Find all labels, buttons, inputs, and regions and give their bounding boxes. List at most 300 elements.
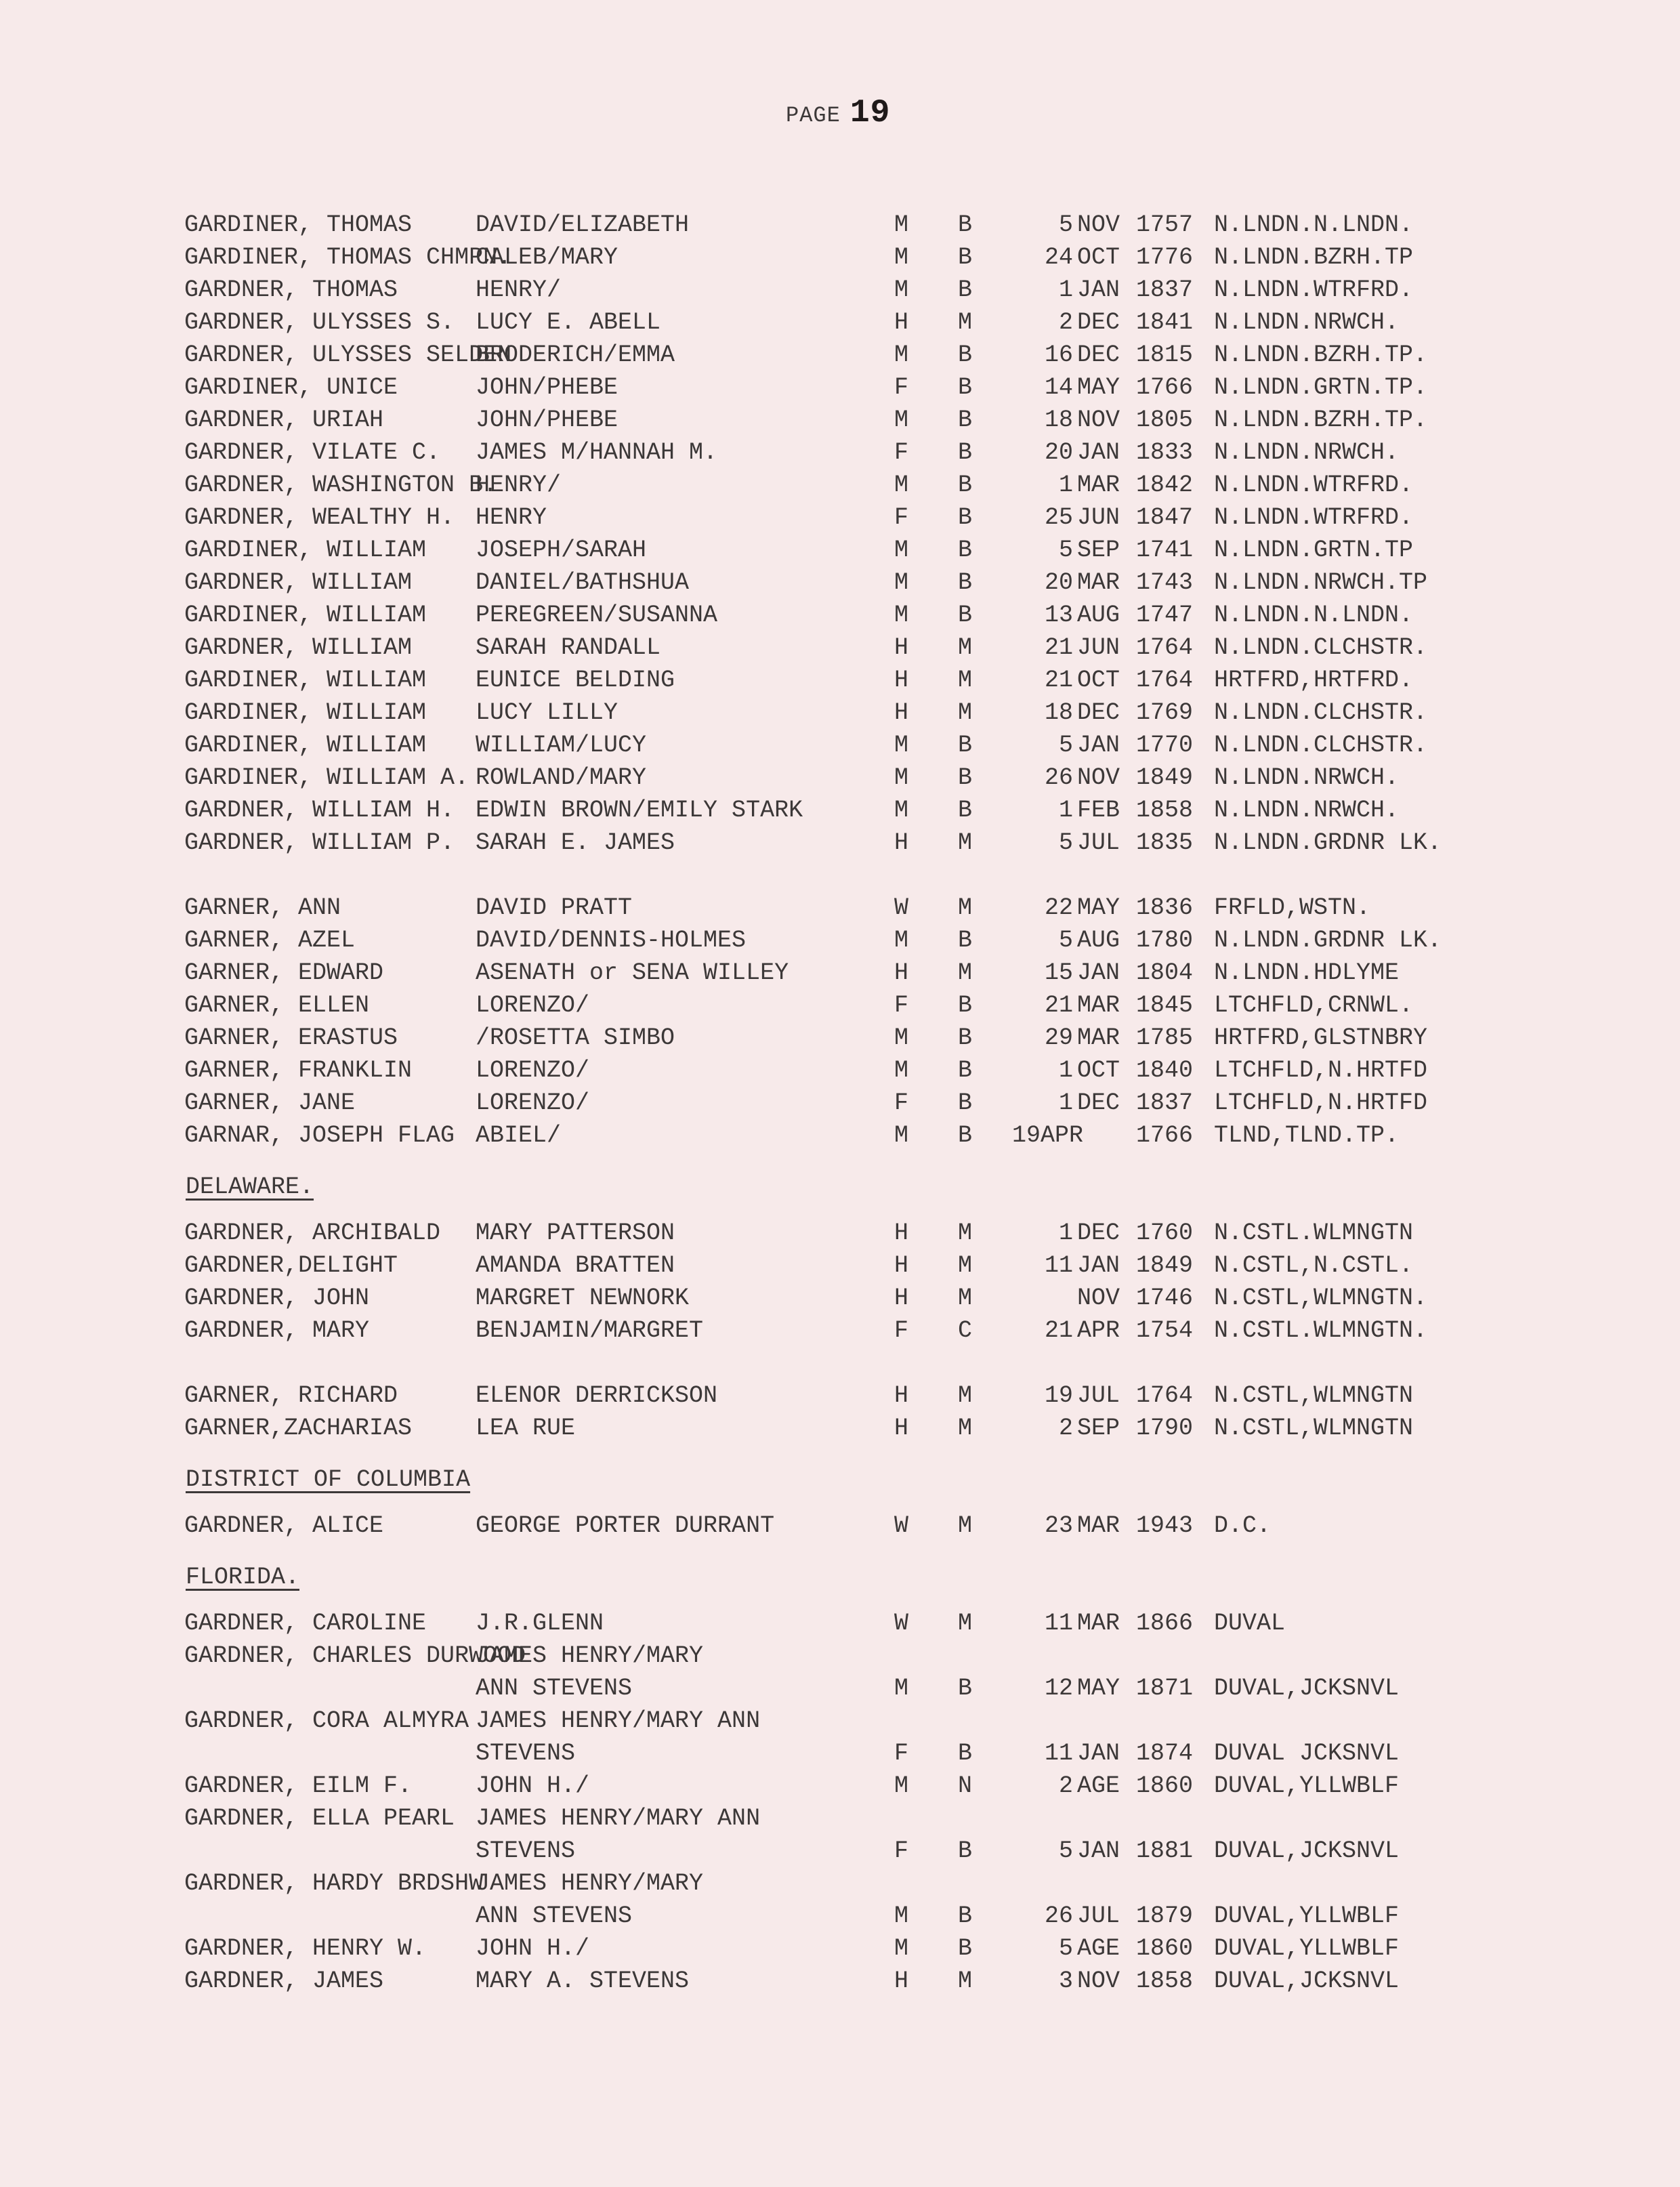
record-day: 24: [1044, 244, 1073, 271]
record-name: GARDNER, JOHN: [184, 1285, 370, 1312]
record-row: [184, 1282, 1539, 1314]
record-type: B: [958, 341, 973, 369]
record-sex: M: [894, 1675, 909, 1702]
record-row: [184, 209, 1539, 241]
record-row: [184, 1379, 1539, 1412]
record-relation: DAVID/ELIZABETH: [476, 211, 690, 238]
record-type: B: [958, 439, 973, 466]
record-name: GARNER, EDWARD: [184, 959, 384, 986]
record-type: M: [958, 699, 973, 726]
record-relation: AMANDA BRATTEN: [476, 1252, 675, 1279]
record-sex: M: [894, 407, 909, 434]
record-day: 21: [1044, 667, 1073, 694]
record-month: JAN: [1077, 439, 1120, 466]
record-month: AUG: [1077, 927, 1120, 954]
record-type: B: [958, 472, 973, 499]
record-sex: M: [894, 341, 909, 369]
record-sex: F: [894, 1740, 909, 1767]
record-relation: GEORGE PORTER DURRANT: [476, 1512, 775, 1539]
record-relation-continued: STEVENS: [476, 1740, 576, 1767]
records-delaware-garner: [184, 1379, 1539, 1444]
record-year: 1943: [1136, 1512, 1194, 1539]
record-day: 1: [1058, 797, 1073, 824]
record-place: N.LNDN.CLCHSTR.: [1214, 732, 1428, 759]
record-day: 2: [1058, 309, 1073, 336]
record-year: 1770: [1136, 732, 1194, 759]
record-relation: DANIEL/BATHSHUA: [476, 569, 690, 596]
record-month: MAR: [1077, 472, 1120, 499]
record-sex: H: [894, 667, 909, 694]
record-relation: HENRY/: [476, 276, 562, 304]
record-month: JAN: [1077, 1252, 1120, 1279]
record-name: GARDINER, WILLIAM: [184, 667, 427, 694]
record-relation: LUCY LILLY: [476, 699, 618, 726]
record-row: [184, 892, 1539, 924]
record-type: B: [958, 504, 973, 531]
record-relation: SARAH RANDALL: [476, 634, 661, 661]
record-type: M: [958, 1220, 973, 1247]
section-title: DELAWARE.: [186, 1173, 314, 1201]
record-row: [184, 1770, 1539, 1802]
record-year: 1879: [1136, 1902, 1194, 1930]
section-heading-florida: [184, 1542, 1539, 1607]
record-month: JUN: [1077, 634, 1120, 661]
record-day: 13: [1044, 602, 1073, 629]
record-relation: ROWLAND/MARY: [476, 764, 647, 791]
record-relation: JOHN H./: [476, 1772, 590, 1799]
record-place: N.CSTL.WLMNGTN: [1214, 1220, 1414, 1247]
record-sex: H: [894, 699, 909, 726]
record-day: 26: [1044, 1902, 1073, 1930]
record-type: B: [958, 1740, 973, 1767]
record-day: 15: [1044, 959, 1073, 986]
records-delaware: [184, 1217, 1539, 1347]
record-row: [184, 1640, 1539, 1672]
record-place: N.LNDN.NRWCH.: [1214, 439, 1400, 466]
record-row: [184, 827, 1539, 859]
record-year: 1881: [1136, 1837, 1194, 1865]
record-name: GARNER, RICHARD: [184, 1382, 398, 1409]
record-sex: H: [894, 309, 909, 336]
record-month: JUL: [1077, 829, 1120, 856]
record-name: GARDNER,DELIGHT: [184, 1252, 398, 1279]
record-year: 1764: [1136, 667, 1194, 694]
record-year: 1769: [1136, 699, 1194, 726]
record-month: AGE: [1077, 1935, 1120, 1962]
record-name: GARDNER, WEALTHY H.: [184, 504, 455, 531]
record-year: 1849: [1136, 764, 1194, 791]
record-place: N.CSTL.WLMNGTN.: [1214, 1317, 1428, 1344]
record-type: M: [958, 1285, 973, 1312]
section-heading-dc: [184, 1444, 1539, 1509]
record-year: 1836: [1136, 894, 1194, 921]
record-year: 1741: [1136, 537, 1194, 564]
record-sex: M: [894, 211, 909, 238]
record-place: N.LNDN.WTRFRD.: [1214, 472, 1414, 499]
record-sex: H: [894, 1382, 909, 1409]
record-relation: J.R.GLENN: [476, 1610, 604, 1637]
record-name: GARDNER, ALICE: [184, 1512, 384, 1539]
record-type: M: [958, 959, 973, 986]
record-day: 29: [1044, 1024, 1073, 1051]
record-month: APR: [1077, 1317, 1120, 1344]
record-type: M: [958, 1382, 973, 1409]
record-sex: H: [894, 1415, 909, 1442]
record-sex: F: [894, 1089, 909, 1117]
record-row: [184, 631, 1539, 664]
record-row: [184, 1054, 1539, 1087]
record-type: M: [958, 634, 973, 661]
record-name: GARDNER, WILLIAM: [184, 634, 413, 661]
record-row: [184, 762, 1539, 794]
record-name: GARDINER, WILLIAM: [184, 602, 427, 629]
record-year: 1837: [1136, 1089, 1194, 1117]
record-place: HRTFRD,HRTFRD.: [1214, 667, 1414, 694]
record-year: 1743: [1136, 569, 1194, 596]
record-year: 1845: [1136, 992, 1194, 1019]
record-day: 11: [1044, 1252, 1073, 1279]
record-sex: H: [894, 829, 909, 856]
record-name: GARNER, ANN: [184, 894, 341, 921]
record-month: MAR: [1077, 569, 1120, 596]
record-relation: LORENZO/: [476, 1089, 590, 1117]
record-row: [184, 924, 1539, 957]
record-year: 1760: [1136, 1220, 1194, 1247]
record-type: M: [958, 667, 973, 694]
record-relation: HENRY: [476, 504, 547, 531]
record-row: [184, 241, 1539, 274]
record-name: GARNER,ZACHARIAS: [184, 1415, 413, 1442]
record-name: GARDNER, WILLIAM: [184, 569, 413, 596]
section-title: FLORIDA.: [186, 1564, 300, 1591]
record-type: C: [958, 1317, 973, 1344]
record-year: 1841: [1136, 309, 1194, 336]
record-year: 1785: [1136, 1024, 1194, 1051]
record-sex: F: [894, 1317, 909, 1344]
record-day: 5: [1058, 1837, 1073, 1865]
record-relation: HENRY/: [476, 472, 562, 499]
record-day: 1: [1058, 276, 1073, 304]
record-day: 5: [1058, 829, 1073, 856]
record-relation: EDWIN BROWN/EMILY STARK: [476, 797, 803, 824]
record-day: 11: [1044, 1610, 1073, 1637]
record-sex: M: [894, 569, 909, 596]
record-relation: DAVID PRATT: [476, 894, 633, 921]
record-row: [184, 1119, 1539, 1152]
record-month: JAN: [1077, 959, 1120, 986]
record-row: [184, 274, 1539, 306]
record-place: N.CSTL,WLMNGTN: [1214, 1415, 1414, 1442]
record-name: GARDNER, CHARLES DURWOOD: [184, 1642, 526, 1669]
record-type: B: [958, 797, 973, 824]
record-month: MAR: [1077, 992, 1120, 1019]
record-place: N.LNDN.GRDNR LK.: [1214, 829, 1442, 856]
record-place: N.CSTL,WLMNGTN.: [1214, 1285, 1428, 1312]
record-name: GARDNER, URIAH: [184, 407, 384, 434]
record-type: B: [958, 244, 973, 271]
record-row-continuation: [184, 1737, 1539, 1770]
record-relation: JOSEPH/SARAH: [476, 537, 647, 564]
record-place: N.LNDN.BZRH.TP.: [1214, 341, 1428, 369]
record-year: 1804: [1136, 959, 1194, 986]
record-sex: M: [894, 1122, 909, 1149]
record-place: N.CSTL,N.CSTL.: [1214, 1252, 1414, 1279]
page-number: 19: [849, 95, 891, 131]
record-month: MAY: [1077, 1675, 1120, 1702]
record-sex: F: [894, 504, 909, 531]
record-relation: JOHN/PHEBE: [476, 374, 618, 401]
record-name: GARDNER, CAROLINE: [184, 1610, 427, 1637]
record-year: 1858: [1136, 1967, 1194, 1995]
record-sex: M: [894, 1772, 909, 1799]
record-sex: M: [894, 1935, 909, 1962]
record-name: GARDNER, CORA ALMYRA: [184, 1707, 469, 1734]
record-type: B: [958, 374, 973, 401]
record-sex: M: [894, 764, 909, 791]
record-place: FRFLD,WSTN.: [1214, 894, 1371, 921]
record-day: 2: [1058, 1772, 1073, 1799]
record-name: GARNAR, JOSEPH FLAG: [184, 1122, 455, 1149]
record-sex: W: [894, 1512, 909, 1539]
record-relation: JOHN H./: [476, 1935, 590, 1962]
record-day: 25: [1044, 504, 1073, 531]
record-sex: H: [894, 1285, 909, 1312]
record-month: NOV: [1077, 407, 1120, 434]
records-florida: [184, 1607, 1539, 1997]
record-relation: LUCY E. ABELL: [476, 309, 661, 336]
record-type: N: [958, 1772, 973, 1799]
record-row: [184, 534, 1539, 566]
record-day: 14: [1044, 374, 1073, 401]
record-sex: H: [894, 1220, 909, 1247]
record-sex: H: [894, 1967, 909, 1995]
record-name: GARNER, JANE: [184, 1089, 356, 1117]
record-month: NOV: [1077, 764, 1120, 791]
section-heading-delaware: [184, 1152, 1539, 1217]
record-place: DUVAL,YLLWBLF: [1214, 1772, 1400, 1799]
record-month: NOV: [1077, 211, 1120, 238]
record-place: N.LNDN.NRWCH.: [1214, 309, 1400, 336]
record-row: [184, 339, 1539, 371]
page-header: [786, 95, 890, 131]
record-relation: BRODERICH/EMMA: [476, 341, 675, 369]
record-name: GARDNER, WILLIAM H.: [184, 797, 455, 824]
record-day: 18: [1044, 407, 1073, 434]
record-type: B: [958, 764, 973, 791]
record-place: N.LNDN.CLCHSTR.: [1214, 634, 1428, 661]
record-row: [184, 1607, 1539, 1640]
record-name: GARDINER, UNICE: [184, 374, 398, 401]
record-year: 1746: [1136, 1285, 1194, 1312]
record-type: B: [958, 211, 973, 238]
record-type: B: [958, 1935, 973, 1962]
record-relation: LORENZO/: [476, 1057, 590, 1084]
record-month: MAY: [1077, 374, 1120, 401]
record-type: M: [958, 894, 973, 921]
records-dc: [184, 1509, 1539, 1542]
record-sex: M: [894, 927, 909, 954]
record-relation: /ROSETTA SIMBO: [476, 1024, 675, 1051]
record-day: 21: [1044, 634, 1073, 661]
record-place: D.C.: [1214, 1512, 1272, 1539]
record-relation-continued: ANN STEVENS: [476, 1902, 633, 1930]
record-place: DUVAL,JCKSNVL: [1214, 1837, 1400, 1865]
record-day: 1: [1058, 472, 1073, 499]
record-type: B: [958, 1057, 973, 1084]
record-relation: LORENZO/: [476, 992, 590, 1019]
record-month: DEC: [1077, 699, 1120, 726]
record-place: TLND,TLND.TP.: [1214, 1122, 1400, 1149]
record-day: 21: [1044, 1317, 1073, 1344]
record-name: GARDINER, WILLIAM: [184, 537, 427, 564]
record-month: JUN: [1077, 504, 1120, 531]
record-relation: JAMES HENRY/MARY: [476, 1642, 704, 1669]
record-year: 1815: [1136, 341, 1194, 369]
record-relation-continued: ANN STEVENS: [476, 1675, 633, 1702]
record-place: HRTFRD,GLSTNBRY: [1214, 1024, 1428, 1051]
record-month: OCT: [1077, 667, 1120, 694]
record-month: AUG: [1077, 602, 1120, 629]
record-year: 1847: [1136, 504, 1194, 531]
record-year: 1866: [1136, 1610, 1194, 1637]
record-relation: JAMES M/HANNAH M.: [476, 439, 718, 466]
record-year: 1754: [1136, 1317, 1194, 1344]
record-sex: H: [894, 1252, 909, 1279]
record-year: 1860: [1136, 1935, 1194, 1962]
record-row: [184, 404, 1539, 436]
record-type: M: [958, 1610, 973, 1637]
record-year: 1849: [1136, 1252, 1194, 1279]
record-type: B: [958, 1902, 973, 1930]
record-row: [184, 501, 1539, 534]
record-year: 1764: [1136, 634, 1194, 661]
record-place: DUVAL,JCKSNVL: [1214, 1967, 1400, 1995]
record-relation: MARGRET NEWNORK: [476, 1285, 690, 1312]
record-year: 1766: [1136, 1122, 1194, 1149]
record-type: B: [958, 537, 973, 564]
record-day: 26: [1044, 764, 1073, 791]
section-title: DISTRICT OF COLUMBIA: [186, 1466, 471, 1493]
record-day: 5: [1058, 927, 1073, 954]
record-name: GARDINER, THOMAS: [184, 211, 413, 238]
record-type: M: [958, 829, 973, 856]
record-name: GARDNER, EILM F.: [184, 1772, 413, 1799]
record-sex: M: [894, 602, 909, 629]
record-row: [184, 1965, 1539, 1997]
record-place: N.LNDN.N.LNDN.: [1214, 602, 1414, 629]
record-relation: DAVID/DENNIS-HOLMES: [476, 927, 747, 954]
record-row-continuation: [184, 1672, 1539, 1705]
record-place: LTCHFLD,CRNWL.: [1214, 992, 1414, 1019]
record-relation: JOHN/PHEBE: [476, 407, 618, 434]
record-relation: PEREGREEN/SUSANNA: [476, 602, 718, 629]
record-name: GARDNER, THOMAS: [184, 276, 398, 304]
record-name: GARNER, FRANKLIN: [184, 1057, 413, 1084]
record-place: N.LNDN.GRTN.TP.: [1214, 374, 1428, 401]
record-month: DEC: [1077, 341, 1120, 369]
record-sex: M: [894, 1902, 909, 1930]
records-group-2: [184, 892, 1539, 1152]
record-year: 1805: [1136, 407, 1194, 434]
record-place: N.LNDN.NRWCH.TP: [1214, 569, 1428, 596]
record-relation: WILLIAM/LUCY: [476, 732, 647, 759]
record-type: M: [958, 1415, 973, 1442]
record-place: N.LNDN.NRWCH.: [1214, 797, 1400, 824]
record-row: [184, 1867, 1539, 1900]
record-day: 5: [1058, 1935, 1073, 1962]
record-year: 1860: [1136, 1772, 1194, 1799]
record-row: [184, 1932, 1539, 1965]
record-sex: W: [894, 894, 909, 921]
record-relation: SARAH E. JAMES: [476, 829, 675, 856]
record-month: DEC: [1077, 1220, 1120, 1247]
record-day: 16: [1044, 341, 1073, 369]
record-type: B: [958, 732, 973, 759]
record-day: 19: [1044, 1382, 1073, 1409]
record-place: N.LNDN.GRTN.TP: [1214, 537, 1414, 564]
record-row: [184, 989, 1539, 1022]
record-year: 1837: [1136, 276, 1194, 304]
record-month: MAY: [1077, 894, 1120, 921]
record-day: 3: [1058, 1967, 1073, 1995]
record-day: 5: [1058, 537, 1073, 564]
record-day: 22: [1044, 894, 1073, 921]
record-row: [184, 1705, 1539, 1737]
record-sex: M: [894, 276, 909, 304]
record-year: 1747: [1136, 602, 1194, 629]
record-sex: H: [894, 959, 909, 986]
record-row: [184, 469, 1539, 501]
record-relation: EUNICE BELDING: [476, 667, 675, 694]
record-row: [184, 566, 1539, 599]
record-day: 5: [1058, 211, 1073, 238]
record-type: B: [958, 569, 973, 596]
record-row: [184, 664, 1539, 696]
record-name: GARDNER, ULYSSES SELDEN: [184, 341, 512, 369]
record-day: 12: [1044, 1675, 1073, 1702]
record-relation: JAMES HENRY/MARY ANN: [476, 1707, 761, 1734]
record-day: 18: [1044, 699, 1073, 726]
record-row: [184, 1087, 1539, 1119]
record-sex: M: [894, 732, 909, 759]
record-name: GARNER, AZEL: [184, 927, 356, 954]
record-month: MAR: [1077, 1512, 1120, 1539]
record-day: 19APR: [1012, 1122, 1084, 1149]
record-row: [184, 957, 1539, 989]
record-type: B: [958, 602, 973, 629]
record-place: N.LNDN.BZRH.TP: [1214, 244, 1414, 271]
record-row: [184, 436, 1539, 469]
record-place: LTCHFLD,N.HRTFD: [1214, 1057, 1428, 1084]
record-year: 1858: [1136, 797, 1194, 824]
record-row-continuation: [184, 1900, 1539, 1932]
record-name: GARDNER, ELLA PEARL: [184, 1805, 455, 1832]
record-row: [184, 1509, 1539, 1542]
record-name: GARNER, ERASTUS: [184, 1024, 398, 1051]
record-name: GARDINER, WILLIAM A.: [184, 764, 469, 791]
record-year: 1766: [1136, 374, 1194, 401]
record-row: [184, 1217, 1539, 1249]
record-year: 1764: [1136, 1382, 1194, 1409]
record-place: N.LNDN.WTRFRD.: [1214, 276, 1414, 304]
record-type: B: [958, 992, 973, 1019]
record-month: FEB: [1077, 797, 1120, 824]
record-relation: ABIEL/: [476, 1122, 562, 1149]
record-day: 5: [1058, 732, 1073, 759]
record-name: GARDNER, HARDY BRDSHW: [184, 1870, 484, 1897]
records-group-1: [184, 209, 1539, 859]
record-type: B: [958, 1837, 973, 1865]
